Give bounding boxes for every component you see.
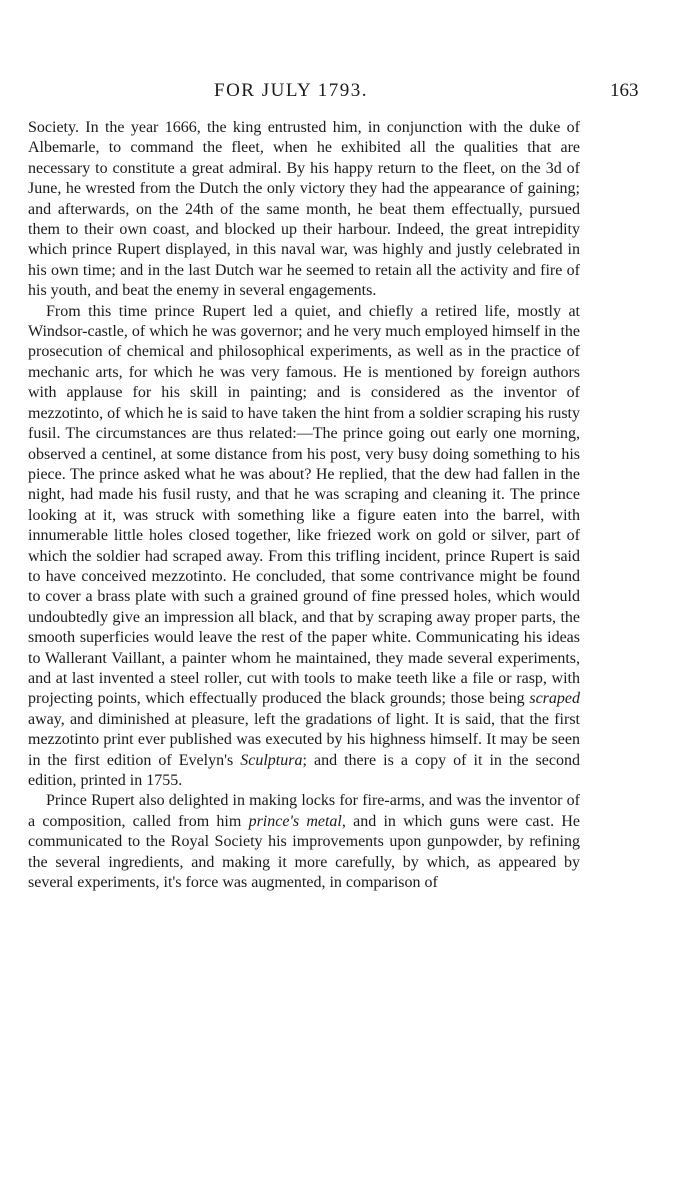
paragraph-3 xyxy=(28,791,580,893)
paragraph-3-italic-princes-metal: prince's metal xyxy=(248,812,342,830)
paragraph-3-text-b: , and in which guns were cast. He communicated to the Royal Society his improvements upon gunpowder, by refining the several ingredients, and making it more carefully, by which, as appeared by several experiments, it's force was augmented, in comparison of xyxy=(28,812,580,892)
paragraph-1 xyxy=(28,118,580,302)
paragraph-2 xyxy=(28,302,580,792)
page-number: 163 xyxy=(610,80,639,101)
body-text xyxy=(28,118,580,893)
paragraph-2-text-a: From this time prince Rupert led a quiet, and chiefly a retired life, mostly at Windsor-castle, of which he was governor; and he very much employed himself in the prosecution of chemical and philosophical experiments, as well as in the practice of mechanic arts, for which he was very famous. He is mentioned by foreign authors with applause for his skill in painting; and is considered as the inventor of mezzotinto, of which he is said to have taken the hint from a soldier scraping his rusty fusil. The circumstances are thus related:—The prince going out early one morning, observed a centinel, at some distance from his post, very busy doing something to his piece. The prince asked what he was about? He replied, that the dew had fallen in the night, had made his fusil rusty, and that he was scraping and cleaning it. The prince looking at it, was struck with something like a figure eaten into the barrel, with innumerable little holes closed together, like friezed work on gold or silver, part of which the soldier had scraped away. From this trifling incident, prince Rupert is said to have conceived mezzotinto. He concluded, that some contrivance might be found to cover a brass plate with such a grained ground of fine pressed holes, which would undoubtedly give an impression all black, and that by scraping away proper parts, the smooth superficies would leave the rest of the paper white. Communicating his ideas to Wallerant Vaillant, a painter whom he maintained, they made several experiments, and at last invented a steel roller, cut with tools to make teeth like a file or rasp, with projecting points, which effectually produced the black grounds; those being xyxy=(28,302,580,708)
paragraph-1-text: Society. In the year 1666, the king entrusted him, in conjunction with the duke of Albemarle, to command the fleet, when he exhibited all the qualities that are necessary to constitute a great admiral. By his happy return to the fleet, on the 3d of June, he wrested from the Dutch the only victory they had the appearance of gaining; and afterwards, on the 24th of the same month, he beat them effectually, pursued them to their own coast, and blocked up their harbour. Indeed, the great intrepidity which prince Rupert displayed, in this naval war, was highly and justly celebrated in his own time; and in the last Dutch war he seemed to retain all the activity and fire of his youth, and beat the enemy in several engagements. xyxy=(28,119,580,300)
paragraph-2-italic-sculptura: Sculptura xyxy=(240,751,303,769)
running-title: FOR JULY 1793. xyxy=(214,80,369,101)
paragraph-2-text-c: ; and there is a copy of it in the second edition, printed in 1755. xyxy=(28,751,580,789)
paragraph-3-text-a: Prince Rupert also delighted in making locks for fire-arms, and was the inventor of a composition, called from him xyxy=(28,792,580,830)
paragraph-2-text-b: away, and diminished at pleasure, left the gradations of light. It is said, that the first mezzotinto print ever published was executed by his highness himself. It may be seen in the first edition of Evelyn's xyxy=(28,710,580,769)
paragraph-2-italic-scraped: scraped xyxy=(529,690,580,708)
running-head xyxy=(0,80,698,108)
